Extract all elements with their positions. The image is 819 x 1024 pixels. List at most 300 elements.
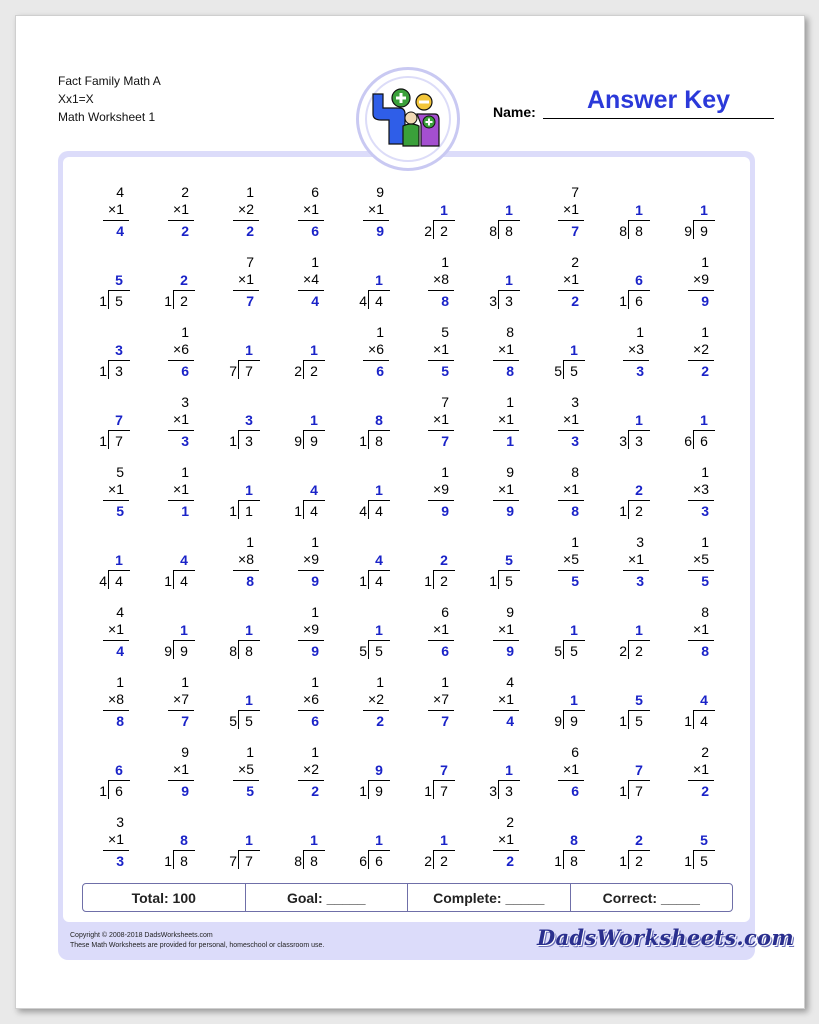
division-bracket-top xyxy=(173,640,195,641)
division-problem xyxy=(540,812,590,874)
dividend: 7 xyxy=(245,853,253,869)
product-answer: 7 xyxy=(246,293,254,309)
quotient-answer: 1 xyxy=(505,272,513,288)
multiplication-problem xyxy=(475,322,525,384)
multiplicand: 1 xyxy=(311,254,319,270)
divisor: 1 xyxy=(359,573,367,589)
product-answer: 2 xyxy=(376,713,384,729)
product-answer: 4 xyxy=(116,643,124,659)
answer-line xyxy=(688,570,714,571)
answer-line xyxy=(103,500,129,501)
division-bracket-top xyxy=(433,850,455,851)
name-underline xyxy=(543,118,774,119)
answer-line xyxy=(558,290,584,291)
product-answer: 9 xyxy=(506,643,514,659)
multiplier: ×9 xyxy=(693,271,709,287)
multiplier: ×1 xyxy=(498,481,514,497)
quotient-answer: 5 xyxy=(115,272,123,288)
dividend: 4 xyxy=(180,573,188,589)
division-bracket-side xyxy=(628,220,629,239)
division-bracket-top xyxy=(628,640,650,641)
division-bracket-side xyxy=(628,640,629,659)
quotient-answer: 1 xyxy=(700,412,708,428)
multiplication-problem xyxy=(605,322,655,384)
multiplier: ×2 xyxy=(693,341,709,357)
answer-line xyxy=(493,710,519,711)
product-answer: 9 xyxy=(441,503,449,519)
multiplication-problem xyxy=(670,252,720,314)
divisor: 2 xyxy=(294,363,302,379)
multiplicand: 1 xyxy=(311,744,319,760)
dividend: 3 xyxy=(505,783,513,799)
division-problem xyxy=(150,812,200,874)
division-problem xyxy=(605,462,655,524)
answer-line xyxy=(168,360,194,361)
answer-line xyxy=(298,640,324,641)
division-problem xyxy=(85,742,135,804)
division-bracket-side xyxy=(173,850,174,869)
quotient-answer: 7 xyxy=(440,762,448,778)
division-bracket-top xyxy=(303,500,325,501)
division-problem xyxy=(670,812,720,874)
multiplicand: 5 xyxy=(441,324,449,340)
division-problem xyxy=(85,532,135,594)
division-bracket-side xyxy=(303,500,304,519)
answer-line xyxy=(233,570,259,571)
multiplicand: 2 xyxy=(181,184,189,200)
divisor: 1 xyxy=(164,293,172,309)
divisor: 5 xyxy=(554,363,562,379)
divisor: 1 xyxy=(619,503,627,519)
multiplicand: 1 xyxy=(506,394,514,410)
multiplication-problem xyxy=(410,322,460,384)
division-bracket-side xyxy=(433,570,434,589)
quotient-answer: 9 xyxy=(375,762,383,778)
division-bracket-side xyxy=(173,570,174,589)
quotient-answer: 2 xyxy=(635,482,643,498)
division-problem xyxy=(670,672,720,734)
multiplicand: 6 xyxy=(311,184,319,200)
quotient-answer: 7 xyxy=(115,412,123,428)
quotient-answer: 6 xyxy=(115,762,123,778)
complete-cell[interactable]: Complete: _____ xyxy=(408,884,571,911)
quotient-answer: 4 xyxy=(700,692,708,708)
answer-line xyxy=(493,430,519,431)
product-answer: 5 xyxy=(246,783,254,799)
division-bracket-side xyxy=(628,850,629,869)
quotient-answer: 1 xyxy=(245,622,253,638)
product-answer: 6 xyxy=(311,713,319,729)
quotient-answer: 2 xyxy=(440,552,448,568)
division-bracket-top xyxy=(498,290,520,291)
copyright-line: Copyright © 2008-2018 DadsWorksheets.com xyxy=(70,932,213,939)
answer-line xyxy=(103,710,129,711)
dividend: 5 xyxy=(115,293,123,309)
quotient-answer: 1 xyxy=(245,482,253,498)
multiplicand: 2 xyxy=(701,744,709,760)
division-bracket-top xyxy=(693,710,715,711)
divisor: 1 xyxy=(619,783,627,799)
multiplicand: 9 xyxy=(181,744,189,760)
divisor: 8 xyxy=(489,223,497,239)
multiplier: ×5 xyxy=(563,551,579,567)
quotient-answer: 1 xyxy=(440,202,448,218)
division-bracket-top xyxy=(368,290,390,291)
division-bracket-side xyxy=(108,290,109,309)
division-bracket-side xyxy=(433,850,434,869)
multiplication-problem xyxy=(670,462,720,524)
quotient-answer: 1 xyxy=(700,202,708,218)
answer-line xyxy=(233,220,259,221)
dividend: 2 xyxy=(635,853,643,869)
quotient-answer: 5 xyxy=(505,552,513,568)
division-bracket-side xyxy=(628,500,629,519)
product-answer: 2 xyxy=(571,293,579,309)
multiplication-problem xyxy=(150,322,200,384)
divisor: 8 xyxy=(229,643,237,659)
answer-line xyxy=(493,640,519,641)
multiplicand: 3 xyxy=(571,394,579,410)
divisor: 1 xyxy=(99,293,107,309)
quotient-answer: 2 xyxy=(180,272,188,288)
division-bracket-side xyxy=(693,710,694,729)
division-problem xyxy=(410,182,460,244)
product-answer: 5 xyxy=(701,573,709,589)
multiplier: ×1 xyxy=(498,831,514,847)
multiplication-problem xyxy=(85,672,135,734)
multiplier: ×1 xyxy=(173,761,189,777)
multiplier: ×1 xyxy=(498,341,514,357)
answer-line xyxy=(233,290,259,291)
answer-line xyxy=(558,500,584,501)
product-answer: 3 xyxy=(571,433,579,449)
multiplier: ×1 xyxy=(108,831,124,847)
division-problem xyxy=(215,322,265,384)
dividend: 8 xyxy=(505,223,513,239)
multiplication-problem xyxy=(540,742,590,804)
division-bracket-top xyxy=(368,500,390,501)
division-bracket-top xyxy=(368,570,390,571)
multiplication-problem xyxy=(410,672,460,734)
divisor: 3 xyxy=(489,783,497,799)
answer-line xyxy=(428,360,454,361)
division-bracket-side xyxy=(693,850,694,869)
divisor: 9 xyxy=(164,643,172,659)
dividend: 2 xyxy=(635,503,643,519)
multiplicand: 6 xyxy=(571,744,579,760)
quotient-answer: 1 xyxy=(375,832,383,848)
answer-line xyxy=(298,570,324,571)
multiplication-problem xyxy=(410,602,460,664)
quotient-answer: 3 xyxy=(115,342,123,358)
quotient-answer: 1 xyxy=(505,762,513,778)
answer-line xyxy=(103,220,129,221)
divisor: 1 xyxy=(99,363,107,379)
multiplicand: 1 xyxy=(376,324,384,340)
multiplier: ×1 xyxy=(563,761,579,777)
dividend: 2 xyxy=(440,223,448,239)
product-answer: 2 xyxy=(311,783,319,799)
division-bracket-side xyxy=(173,640,174,659)
worksheet-number: Math Worksheet 1 xyxy=(58,110,156,124)
multiplicand: 9 xyxy=(506,464,514,480)
multiplication-problem xyxy=(280,672,330,734)
division-bracket-top xyxy=(238,850,260,851)
product-answer: 5 xyxy=(116,503,124,519)
quotient-answer: 1 xyxy=(245,692,253,708)
worksheet-header-text xyxy=(58,72,161,126)
answer-line xyxy=(168,220,194,221)
division-bracket-top xyxy=(108,430,130,431)
division-bracket-top xyxy=(563,710,585,711)
multiplicand: 1 xyxy=(311,674,319,690)
divisor: 9 xyxy=(294,433,302,449)
product-answer: 7 xyxy=(441,713,449,729)
dividend: 2 xyxy=(440,853,448,869)
quotient-answer: 5 xyxy=(700,832,708,848)
division-bracket-side xyxy=(303,430,304,449)
division-bracket-side xyxy=(303,850,304,869)
answer-line xyxy=(168,430,194,431)
answer-line xyxy=(428,710,454,711)
product-answer: 3 xyxy=(636,363,644,379)
divisor: 1 xyxy=(359,433,367,449)
quotient-answer: 8 xyxy=(180,832,188,848)
multiplicand: 5 xyxy=(116,464,124,480)
division-problem xyxy=(410,532,460,594)
quotient-answer: 8 xyxy=(375,412,383,428)
multiplication-problem xyxy=(280,602,330,664)
division-problem xyxy=(670,182,720,244)
product-answer: 6 xyxy=(571,783,579,799)
name-field[interactable]: Answer Key xyxy=(586,86,731,114)
multiplier: ×2 xyxy=(368,691,384,707)
answer-line xyxy=(363,360,389,361)
multiplication-problem xyxy=(280,532,330,594)
multiplicand: 4 xyxy=(116,184,124,200)
multiplication-problem xyxy=(670,602,720,664)
quotient-answer: 4 xyxy=(375,552,383,568)
multiplier: ×3 xyxy=(628,341,644,357)
multiplication-problem xyxy=(475,392,525,454)
multiplication-problem xyxy=(540,532,590,594)
multiplicand: 8 xyxy=(571,464,579,480)
divisor: 5 xyxy=(229,713,237,729)
division-bracket-side xyxy=(498,570,499,589)
answer-line xyxy=(428,640,454,641)
multiplicand: 1 xyxy=(571,534,579,550)
multiplier: ×9 xyxy=(433,481,449,497)
multiplication-problem xyxy=(280,252,330,314)
division-problem xyxy=(605,812,655,874)
dividend: 8 xyxy=(570,853,578,869)
multiplication-problem xyxy=(150,462,200,524)
total-cell: Total: 100 xyxy=(83,884,246,911)
multiplication-problem xyxy=(475,812,525,874)
division-problem xyxy=(605,182,655,244)
product-answer: 2 xyxy=(181,223,189,239)
divisor: 1 xyxy=(619,293,627,309)
answer-line xyxy=(233,780,259,781)
multiplicand: 4 xyxy=(506,674,514,690)
multiplication-problem xyxy=(280,742,330,804)
multiplicand: 1 xyxy=(181,674,189,690)
divisor: 1 xyxy=(684,853,692,869)
multiplier: ×8 xyxy=(108,691,124,707)
division-problem xyxy=(215,462,265,524)
multiplicand: 1 xyxy=(701,324,709,340)
multiplier: ×1 xyxy=(563,201,579,217)
multiplicand: 1 xyxy=(116,674,124,690)
product-answer: 8 xyxy=(571,503,579,519)
division-bracket-top xyxy=(628,850,650,851)
divisor: 1 xyxy=(164,853,172,869)
multiplication-problem xyxy=(85,182,135,244)
multiplicand: 1 xyxy=(701,254,709,270)
multiplication-problem xyxy=(540,462,590,524)
answer-line xyxy=(623,360,649,361)
dividend: 7 xyxy=(440,783,448,799)
multiplication-problem xyxy=(540,252,590,314)
division-problem xyxy=(475,252,525,314)
multiplication-problem xyxy=(150,672,200,734)
multiplication-problem xyxy=(475,602,525,664)
dividend: 2 xyxy=(310,363,318,379)
multiplier: ×1 xyxy=(238,271,254,287)
multiplicand: 1 xyxy=(181,324,189,340)
product-answer: 9 xyxy=(376,223,384,239)
product-answer: 7 xyxy=(441,433,449,449)
product-answer: 9 xyxy=(311,573,319,589)
division-bracket-side xyxy=(563,710,564,729)
multiplication-problem xyxy=(85,602,135,664)
dividend: 9 xyxy=(310,433,318,449)
divisor: 8 xyxy=(619,223,627,239)
division-problem xyxy=(670,392,720,454)
division-bracket-side xyxy=(628,780,629,799)
product-answer: 3 xyxy=(116,853,124,869)
product-answer: 4 xyxy=(311,293,319,309)
correct-cell[interactable]: Correct: _____ xyxy=(602,889,700,906)
dividend: 9 xyxy=(570,713,578,729)
division-problem xyxy=(410,812,460,874)
division-bracket-top xyxy=(628,220,650,221)
answer-line xyxy=(558,220,584,221)
worksheet-title: Fact Family Math A xyxy=(58,74,161,88)
quotient-answer: 1 xyxy=(570,692,578,708)
multiplier: ×1 xyxy=(563,411,579,427)
multiplication-problem xyxy=(215,182,265,244)
multiplier: ×9 xyxy=(303,621,319,637)
multiplication-problem xyxy=(410,462,460,524)
quotient-answer: 1 xyxy=(505,202,513,218)
dividend: 2 xyxy=(440,573,448,589)
divisor: 1 xyxy=(229,503,237,519)
multiplier: ×1 xyxy=(173,201,189,217)
dividend: 8 xyxy=(635,223,643,239)
product-answer: 3 xyxy=(636,573,644,589)
divisor: 1 xyxy=(99,783,107,799)
multiplicand: 2 xyxy=(506,814,514,830)
dividend: 7 xyxy=(115,433,123,449)
quotient-answer: 1 xyxy=(375,622,383,638)
answer-line xyxy=(493,360,519,361)
divisor: 4 xyxy=(359,503,367,519)
division-problem xyxy=(280,462,330,524)
dividend: 8 xyxy=(310,853,318,869)
divisor: 2 xyxy=(424,223,432,239)
division-bracket-top xyxy=(303,850,325,851)
divisor: 1 xyxy=(294,503,302,519)
division-bracket-side xyxy=(628,430,629,449)
divisor: 1 xyxy=(424,573,432,589)
dividend: 3 xyxy=(505,293,513,309)
division-bracket-side xyxy=(108,430,109,449)
multiplication-problem xyxy=(410,252,460,314)
answer-line xyxy=(688,780,714,781)
division-bracket-top xyxy=(693,850,715,851)
dividend: 3 xyxy=(635,433,643,449)
product-answer: 8 xyxy=(506,363,514,379)
division-bracket-top xyxy=(303,360,325,361)
division-bracket-side xyxy=(563,850,564,869)
product-answer: 8 xyxy=(441,293,449,309)
dividend: 5 xyxy=(570,363,578,379)
division-bracket-top xyxy=(368,640,390,641)
division-bracket-top xyxy=(563,360,585,361)
division-bracket-top xyxy=(173,850,195,851)
multiplicand: 7 xyxy=(246,254,254,270)
multiplicand: 1 xyxy=(701,534,709,550)
multiplicand: 1 xyxy=(636,324,644,340)
division-problem xyxy=(540,602,590,664)
division-problem xyxy=(150,252,200,314)
division-bracket-side xyxy=(238,500,239,519)
multiplier: ×3 xyxy=(693,481,709,497)
multiplication-problem xyxy=(475,462,525,524)
multiplication-problem xyxy=(280,182,330,244)
division-bracket-side xyxy=(238,360,239,379)
quotient-answer: 1 xyxy=(635,412,643,428)
division-bracket-top xyxy=(628,780,650,781)
multiplier: ×8 xyxy=(433,271,449,287)
division-bracket-side xyxy=(108,360,109,379)
multiplication-problem xyxy=(670,322,720,384)
worksheet-subtitle: Xx1=X xyxy=(58,92,94,106)
multiplication-problem xyxy=(345,182,395,244)
division-bracket-side xyxy=(368,780,369,799)
division-bracket-side xyxy=(368,430,369,449)
goal-cell[interactable]: Goal: _____ xyxy=(246,884,409,911)
quotient-answer: 1 xyxy=(635,202,643,218)
division-bracket-side xyxy=(693,430,694,449)
divisor: 1 xyxy=(99,433,107,449)
multiplier: ×1 xyxy=(628,551,644,567)
product-answer: 7 xyxy=(181,713,189,729)
quotient-answer: 6 xyxy=(635,272,643,288)
answer-line xyxy=(493,500,519,501)
quotient-answer: 1 xyxy=(635,622,643,638)
multiplication-problem xyxy=(150,182,200,244)
division-problem xyxy=(345,392,395,454)
multiplier: ×4 xyxy=(303,271,319,287)
multiplier: ×1 xyxy=(563,271,579,287)
division-bracket-top xyxy=(433,570,455,571)
division-problem xyxy=(345,462,395,524)
multiplier: ×1 xyxy=(693,761,709,777)
division-problem xyxy=(150,532,200,594)
division-bracket-top xyxy=(108,360,130,361)
